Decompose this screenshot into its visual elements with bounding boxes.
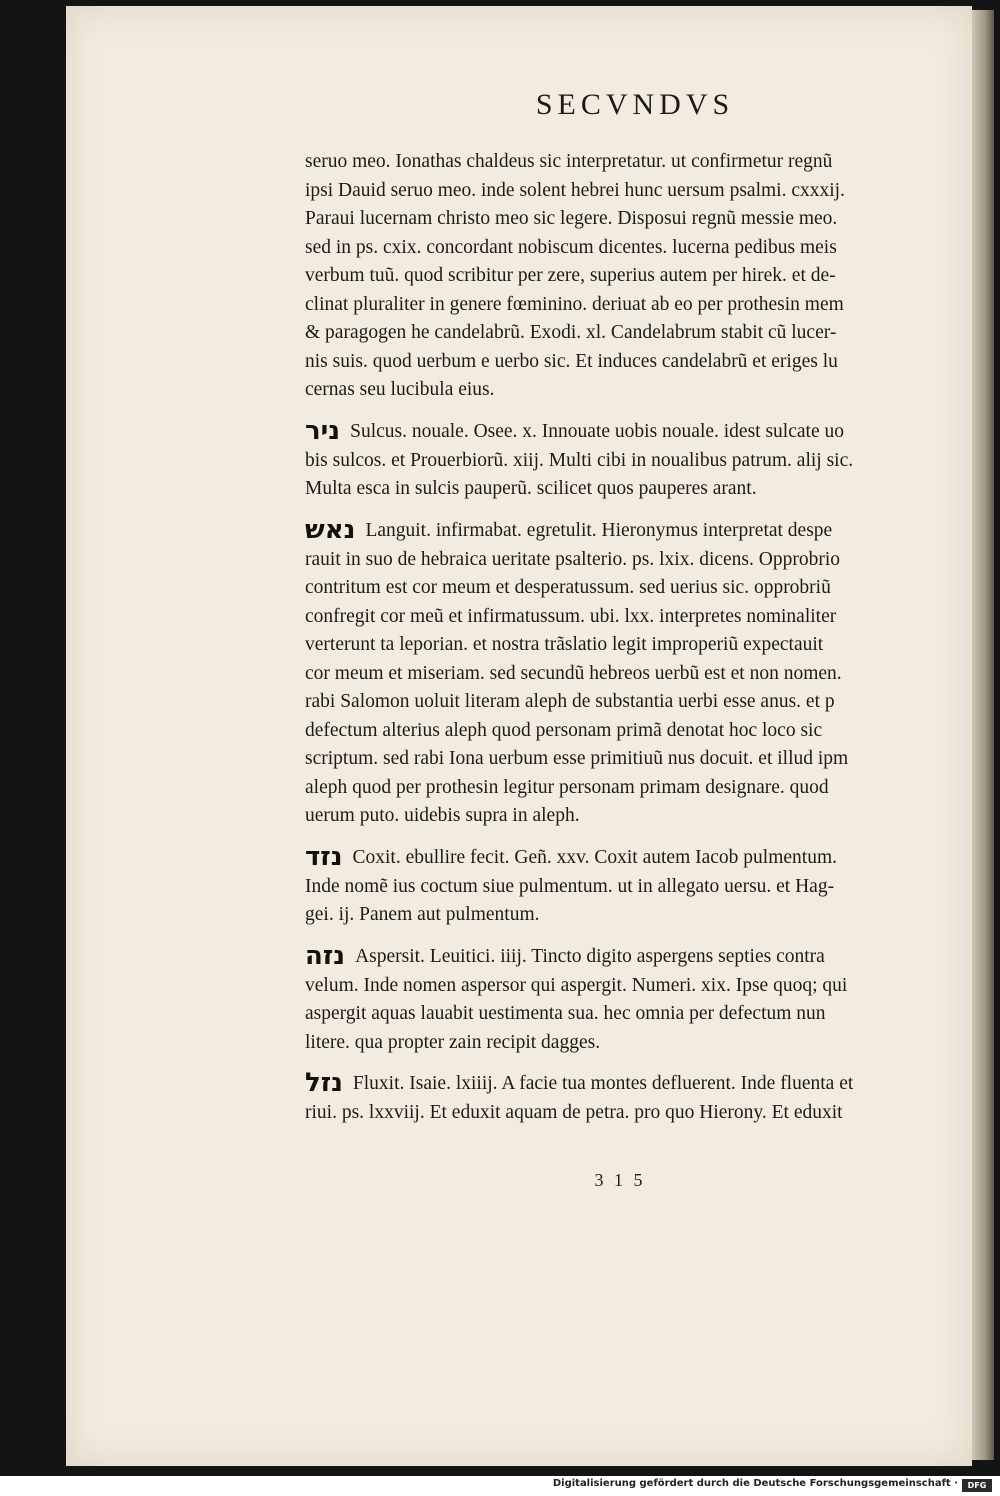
- text-line: aleph quod per prothesin legitur personam primam designare. quod: [305, 776, 829, 798]
- text-line: gei. ij. Panem aut pulmentum.: [305, 904, 540, 925]
- hebrew-headword: ניר: [305, 415, 341, 446]
- entry-nazah: [305, 940, 955, 1058]
- entry-nazad: [305, 841, 955, 930]
- text-line: aspergit aquas lauabit uestimenta sua. hec omnia per defectum nun: [305, 1003, 826, 1024]
- text-line: verterunt ta leporian. et nostra trãslatio legit improperiũ expectauit: [305, 634, 824, 655]
- hebrew-headword: נאש: [305, 514, 356, 545]
- text-line: contritum est cor meum et desperatussum. sed uerius sic. opprobriũ: [305, 577, 831, 598]
- text-line: rabi Salomon uoluit literam aleph de substantia uerbi esse anus. et p: [305, 691, 835, 712]
- text-line: seruo meo. Ionathas chaldeus sic interpretatur. ut confirmetur regnũ: [305, 151, 833, 172]
- text-line: clinat pluraliter in genere fœminino. deriuat ab eo per prothesin mem: [305, 293, 844, 315]
- text-line: confregit cor meũ et infirmatussum. ubi. lxx. interpretes nominaliter: [305, 605, 837, 627]
- text-line: uerum puto. uidebis supra in aleph.: [305, 805, 580, 826]
- text-line: bis sulcos. et Prouerbiorũ. xiij. Multi cibi in noualibus patrum. alij sic.: [305, 449, 854, 471]
- running-title: SECVNDVS: [535, 88, 735, 121]
- text-line: Multa esca in sulcis pauperũ. scilicet quos pauperes arant.: [305, 478, 757, 499]
- entry-nir: [305, 415, 955, 504]
- text-line: Languit. infirmabat. egretulit. Hieronymus interpretat despe: [365, 519, 833, 541]
- text-line: Aspersit. Leuitici. iiij. Tincto digito aspergens septies contra: [355, 945, 825, 967]
- text-line: Paraui lucernam christo meo sic legere. Disposui regnũ messie meo.: [305, 208, 838, 229]
- funding-credit: Digitalisierung gefördert durch die Deutsche Forschungsgemeinschaft ·: [552, 1478, 958, 1489]
- text-line: rauit in suo de hebraica ueritate psalterio. ps. lxix. dicens. Opprobrio: [305, 548, 841, 570]
- text-line: sed in ps. cxix. concordant nobiscum dicentes. lucerna pedibus meis: [305, 236, 837, 258]
- folio-number: 3 1 5: [594, 1170, 646, 1190]
- text-line: Inde nomẽ ius coctum siue pulmentum. ut in allegato uersu. et Hag-: [305, 875, 835, 897]
- dfg-logo: DFG: [962, 1479, 992, 1492]
- text-line: cernas seu lucibula eius.: [305, 379, 495, 400]
- text-line: litere. qua propter zain recipit dagges.: [305, 1031, 601, 1053]
- intro-paragraph: [305, 148, 955, 405]
- text-line: & paragogen he candelabrũ. Exodi. xl. Candelabrum stabit cũ lucer-: [305, 322, 837, 343]
- page-edge: [972, 10, 994, 1460]
- text-line: cor meum et miseriam. sed secundũ hebreos uerbũ est et non nomen.: [305, 662, 842, 684]
- entry-nazal: [305, 1067, 955, 1128]
- text-line: Fluxit. Isaie. lxiiij. A facie tua montes defluerent. Inde fluenta et: [352, 1073, 854, 1094]
- page-body: [305, 148, 955, 1128]
- hebrew-headword: נזה: [305, 940, 346, 971]
- hebrew-headword: נזל: [305, 1068, 343, 1098]
- entry-nash: [305, 514, 955, 831]
- text-line: nis suis. quod uerbum e uerbo sic. Et induces candelabrũ et eriges lu: [305, 350, 838, 372]
- text-line: velum. Inde nomen aspersor qui aspergit. Numeri. xix. Ipse quoq; qui: [305, 974, 848, 996]
- text-line: ipsi Dauid seruo meo. inde solent hebrei hunc uersum psalmi. cxxxij.: [305, 179, 845, 201]
- text-line: defectum alterius aleph quod personam primã denotat hoc loco sic: [305, 719, 823, 741]
- hebrew-headword: נזד: [305, 841, 343, 872]
- text-line: riui. ps. lxxviij. Et eduxit aquam de petra. pro quo Hierony. Et eduxit: [305, 1102, 843, 1123]
- text-line: Coxit. ebullire fecit. Geñ. xxv. Coxit autem Iacob pulmentum.: [352, 846, 837, 868]
- text-line: Sulcus. nouale. Osee. x. Innouate uobis nouale. idest sulcate uo: [350, 420, 844, 442]
- text-line: verbum tuũ. quod scribitur per zere, superius autem per hirek. et de-: [305, 265, 836, 286]
- text-line: scriptum. sed rabi Iona uerbum esse primitiuũ nus docuit. et illud ipm: [305, 748, 849, 769]
